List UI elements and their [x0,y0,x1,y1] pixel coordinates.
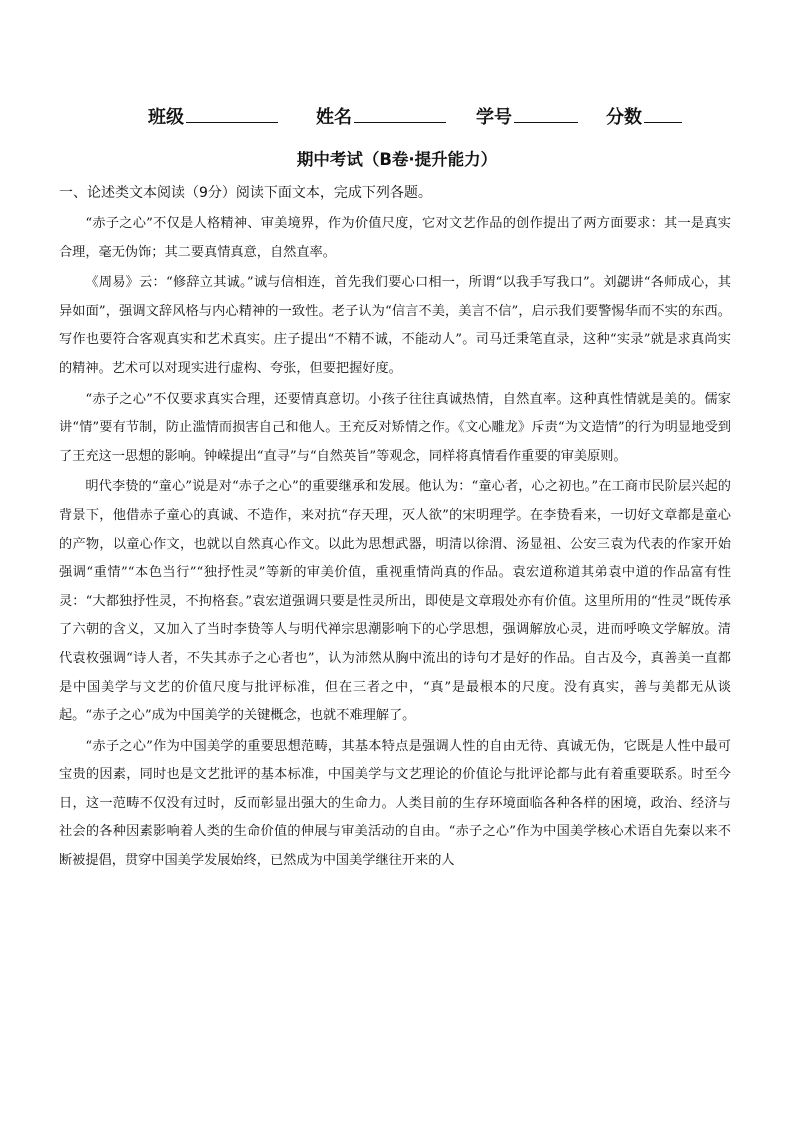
paragraph-4: 明代李贽的“童心”说是对“赤子之心”的重要继承和发展。他认为：“童心者，心之初也。”在工商市民阶层兴起的背景下，他借赤子童心的真诚、不造作，来对抗“存天理，灭人欲”的宋明理学。在李贽看来，一切好文章都是童心的产物，以童心作文，也就以自然真心作文。以此为思想武器，明清以徐渭、汤显祖、公安三袁为代表的作家开始强调“重情”“本色当行”“独抒性灵”等新的审美价值，重视重情尚真的作品。袁宏道称道其弟袁中道的作品富有性灵：“大都独抒性灵，不拘格套。”袁宏道强调只要是性灵所出，即使是文章瑕处亦有价值。这里所用的“性灵”既传承了六朝的含义，又加入了当时李贽等人与明代禅宗思潮影响下的心学思想，强调解放心灵，进而呼唤文学解放。清代袁枚强调“诗人者，不失其赤子之心者也”，认为沛然从胸中流出的诗句才是好的作品。自古及今，真善美一直都是中国美学与文艺的价值尺度与批评标准，但在三者之中，“真”是最根本的尺度。没有真实，善与美都无从谈起。“赤子之心”成为中国美学的关键概念，也就不难理解了。 [59,479,731,724]
name-field [316,103,446,129]
exam-title: 期中考试（B卷·提升能力） [296,150,498,169]
paragraph-5: “赤子之心”作为中国美学的重要思想范畴，其基本特点是强调人性的自由无待、真诚无伪，它既是人性中最可宝贵的因素，同时也是文艺批评的基本标准，中国美学与文艺理论的价值论与批评论都与此有着重要联系。时至今日，这一范畴不仅没有过时，反而彰显出强大的生命力。人类目前的生存环境面临各种各样的困境，政治、经济与社会的各种因素影响着人类的生命价值的伸展与审美活动的自由。“赤子之心”作为中国美学核心术语自先秦以来不断被提倡，贯穿中国美学发展始终，已然成为中国美学继往开来的人 [59,738,731,869]
name-label: 姓名 [316,107,352,128]
number-label: 学号 [476,107,512,128]
paragraph-1: “赤子之心”不仅是人格精神、审美境界，作为价值尺度，它对文艺作品的创作提出了两方面要求：其一是真实合理，毫无伪饰；其二要真情真意，自然直率。 [59,216,731,260]
reading-passage [59,210,731,878]
score-field [606,103,682,129]
class-blank[interactable] [186,104,278,123]
header-fields [148,103,748,133]
name-blank[interactable] [354,104,446,123]
class-field [148,103,278,129]
paragraph-2: 《周易》云：“修辞立其诚。”诚与信相连，首先我们要心口相一，所谓“以我手写我口”。刘勰讲“各师成心，其异如面”，强调文辞风格与内心精神的一致性。老子认为“信言不美，美言不信”，启示我们要警惕华而不实的东西。写作也要符合客观真实和艺术真实。庄子提出“不精不诚，不能动人”。司马迁秉笔直录，这种“实录”就是求真尚实的精神。艺术可以对现实进行虚构、夸张，但要把握好度。 [59,275,731,376]
paragraph-3: “赤子之心”不仅要求真实合理，还要情真意切。小孩子往往真诚热情，自然直率。这种真性情就是美的。儒家讲“情”要有节制，防止滥情而损害自己和他人。王充反对矫情之作。《文心雕龙》斥责“为文造情”的行为明显地受到了王充这一思想的影响。钟嵘提出“直寻”与“自然英旨”等观念，同样将真情看作重要的审美原则。 [59,391,731,464]
class-label: 班级 [148,107,184,128]
number-blank[interactable] [514,104,578,123]
score-label: 分数 [606,107,642,128]
score-blank[interactable] [644,104,682,123]
number-field [476,103,578,129]
section-heading: 一、论述类文本阅读（9分）阅读下面文本，完成下列各题。 [59,185,432,201]
